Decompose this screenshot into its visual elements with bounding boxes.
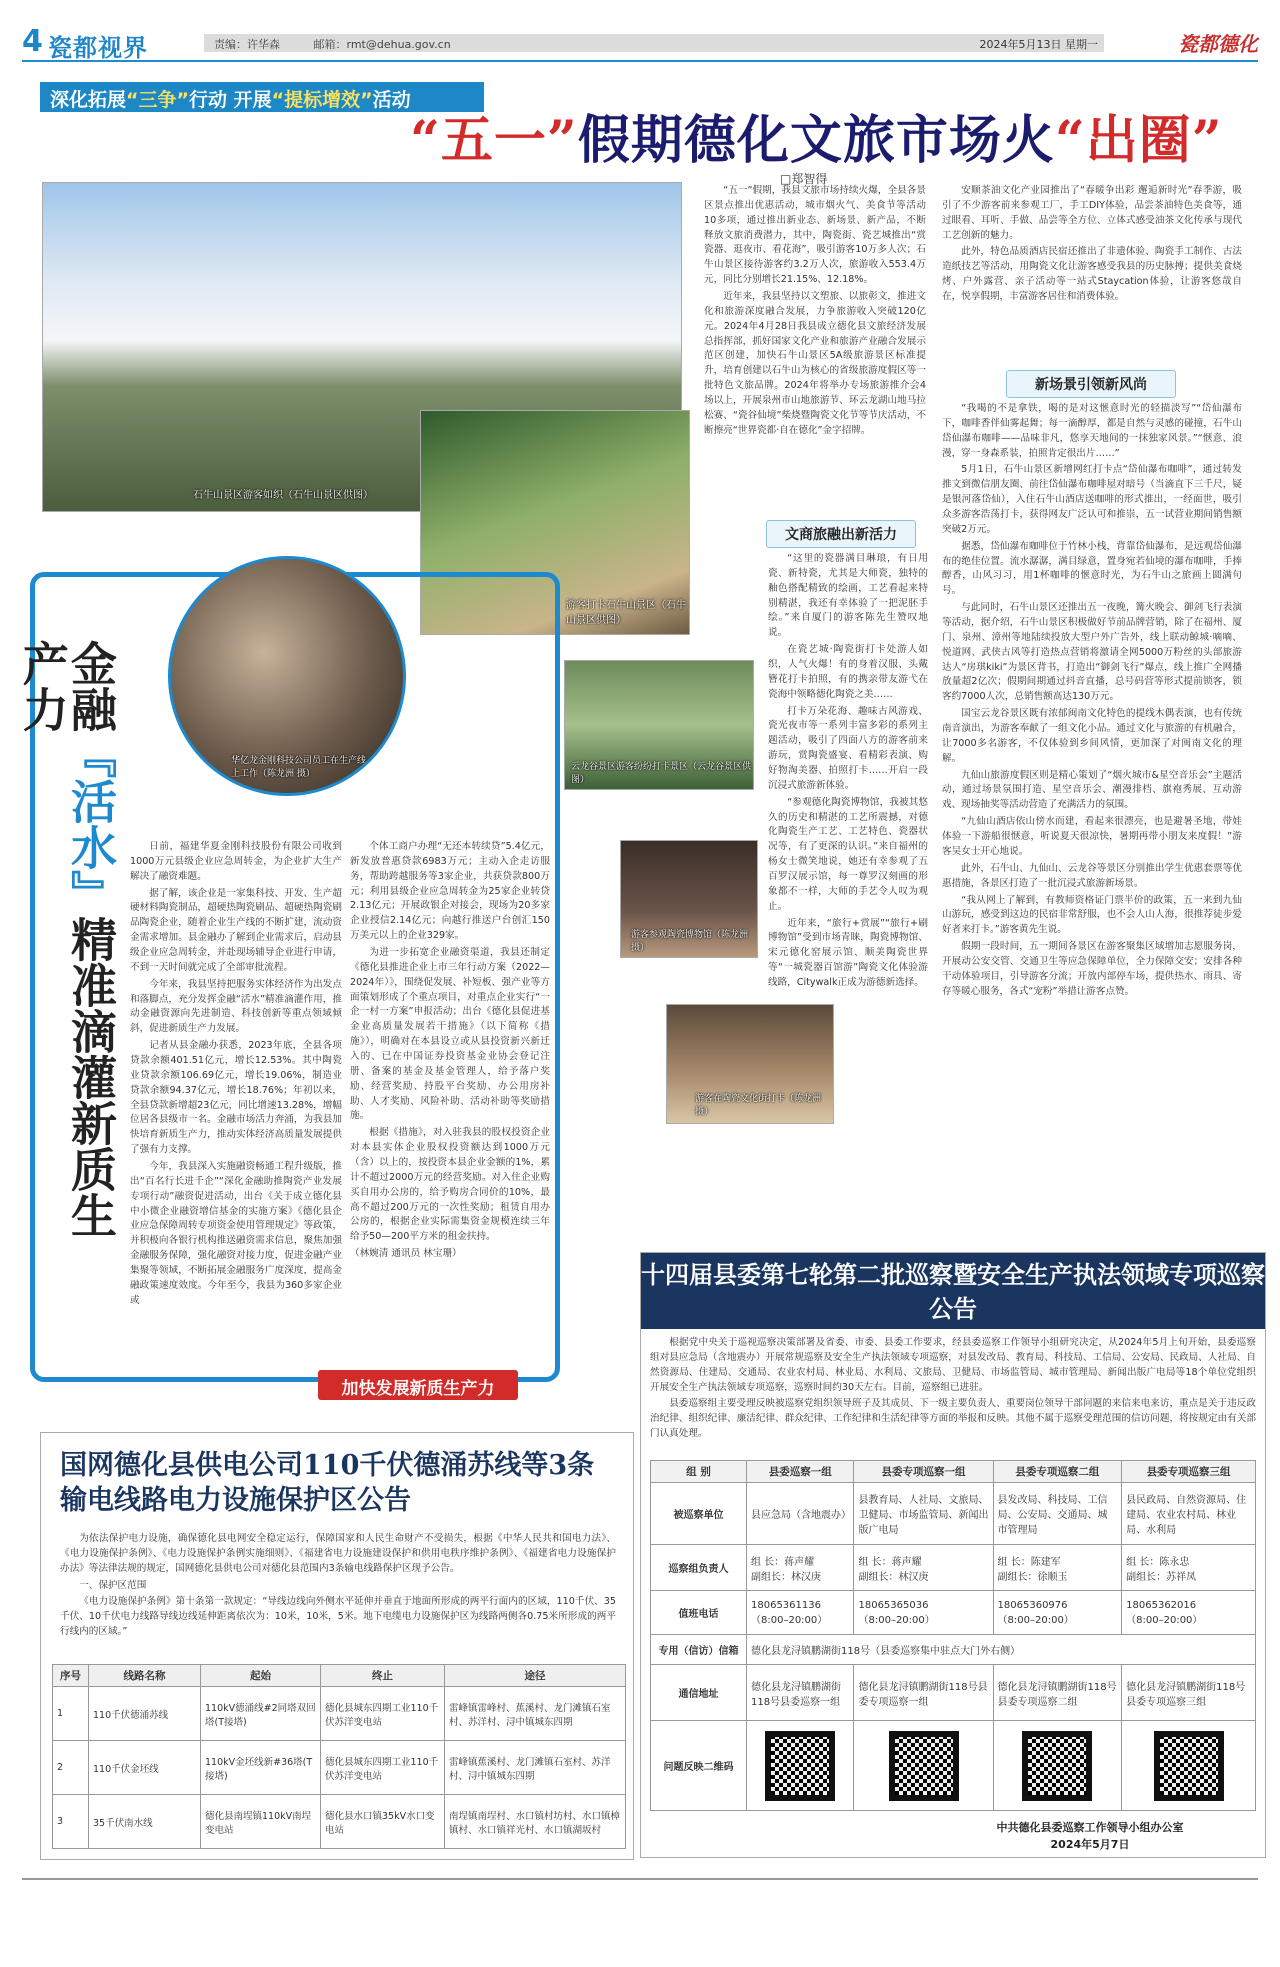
power-notice-title: 国网德化县供电公司110千伏德涌苏线等3条输电线路电力设施保护区公告 — [60, 1450, 595, 1517]
finance-column-2 — [350, 840, 550, 1360]
table-cell: 110kV金坯线新#36塔(T接塔) — [201, 1741, 321, 1795]
headline — [410, 98, 1230, 170]
editor-bar — [204, 34, 1104, 52]
table-row — [651, 1591, 1256, 1635]
tourism-column-1 — [704, 184, 926, 514]
table-cell: 县发改局、科技局、工信局、公安局、交通局、城市管理局 — [993, 1483, 1122, 1545]
paragraph: 此外，石牛山、九仙山、云龙谷等景区分别推出学生优惠套票等优惠措施，各景区打造了一批沉浸式旅游新场景。 — [942, 862, 1242, 889]
table-header: 县委专项巡察三组 — [1122, 1461, 1256, 1483]
page-number: 4 — [22, 24, 43, 59]
banner-highlight: “三争” — [126, 89, 189, 111]
editor-email: 邮箱：rmt@dehua.gov.cn — [313, 38, 451, 51]
table-cell: 110千伏金坯线 — [89, 1741, 201, 1795]
table-cell: 18065361136 （8:00–20:00） — [747, 1591, 854, 1635]
tourism-column-4 — [942, 402, 1242, 1244]
headline-text: 精准滴灌新质生产力 — [15, 640, 118, 1238]
table-cell: 德化县龙浔镇鹏湖街118号（县委巡察集中驻点大门外右侧） — [747, 1635, 1256, 1665]
issue-date: 2024年5月13日 星期一 — [979, 38, 1098, 51]
table-row — [53, 1741, 626, 1795]
subhead-culture-commerce: 文商旅融出新活力 — [766, 520, 916, 548]
table-header: 途径 — [445, 1665, 626, 1687]
banner-text: 行动 开展 — [189, 89, 272, 111]
table-cell: 被巡察单位 — [651, 1483, 747, 1545]
paragraph: 与此同时，石牛山景区还推出五一夜晚，篝火晚会、御剑飞行表演等活动，据介绍，石牛山景区积极做好节前品牌营销，除了在福州、厦门、泉州、漳州等地陆续投放大型户外广告外，线上联动鲸城·嘀嘀、悦道网、武侠古风等打造热点营销将激请全网5000万粉丝的头部旅游达人“房琪kiki”为景区背书，打造出“御剑飞行”爆点，线上推广全网播放量超2亿次；假期间期通过抖音直播，总号码营等形式提前锁客，锁客约7000人次，总销售额高达130万元。 — [942, 602, 1242, 703]
paragraph: 在瓷艺城·陶瓷街打卡处游人如织，人气火爆！有的身着汉服、头戴簪花打卡拍照，有的携亲带友游弋在瓷海中领略德化陶瓷之美…… — [768, 644, 928, 700]
headline-highlight: 『活水』 — [64, 732, 118, 916]
table-cell: 德化县龙浔镇鹏湖街118号县委巡察一组 — [747, 1665, 854, 1721]
banner-highlight: “提标增效” — [271, 89, 373, 111]
qr-code-icon[interactable] — [1022, 1731, 1092, 1801]
section-heading: 一、保护区范围 — [79, 1579, 147, 1591]
photo-factory-worker — [168, 556, 406, 796]
table-cell: 35千伏南水线 — [89, 1795, 201, 1849]
paragraph: 九仙山旅游度假区则是精心策划了“烟火城市&星空音乐会”主题活动，通过场景氛围打造、星空音乐会、潮漫排档、旗袍秀展、互动游戏、现场抽奖等活动营造了充满活力的氛围。 — [942, 769, 1242, 811]
qr-cell — [747, 1721, 854, 1811]
paragraph: 近年来，“旅行+赏展”“旅行+刷博物馆”受到市场青睐，陶瓷博物馆、宋元德化窑展示馆、顺美陶瓷世界等“一城瓷器百馆游”陶瓷文化体验游线路，Citywalk正成为游德新选择。 — [768, 917, 928, 989]
finance-column-1 — [130, 840, 342, 1376]
paragraph: 为依法保护电力设施，确保德化县电网安全稳定运行，保障国家和人民生命财产不受损失，根据《中华人民共和国电力法》、《电力设施保护条例》、《电力设施保护条例实施细则》、《福建省电力设施建设保护和供用电秩序维护条例》、《福建省电力设施保护办法》等法律法规的规定，国网德化县供电公司对德化县范围内3条输电线路保护区现予公告。 — [60, 1533, 616, 1574]
photo-caption: 华亿龙金刚科技公司员工在生产线上工作（陈龙洲 摄） — [231, 756, 367, 779]
headline-text: 假期德化文旅市场火 — [577, 110, 1055, 171]
table-header-row — [53, 1665, 626, 1687]
photo-caption: 游客在陶瓷文化街打卡（陈龙洲 摄） — [695, 1094, 822, 1117]
table-row — [651, 1635, 1256, 1665]
headline-quote: “出圈” — [1054, 110, 1223, 171]
finance-headline — [15, 640, 118, 1260]
table-header: 县委专项巡察一组 — [854, 1461, 993, 1483]
table-row — [651, 1721, 1256, 1811]
headline-text: 金融 — [64, 640, 118, 732]
paragraph: “我喝的不是拿铁，喝的是对这惬意时光的轻描淡写”“岱仙瀑布下，咖啡香伴仙雾起舞；每一滴醇厚，都是自然与灵感的碰撞，石牛山岱仙瀑布咖啡——品味非凡，悠享天地间的一抹独家风景。”“惬意、浪漫，穿一身森系装，拍照肯定很出片……” — [942, 403, 1242, 459]
photo-museum — [620, 840, 758, 958]
photo-valley-scenic — [564, 660, 754, 790]
banner-text: 活动 — [372, 89, 411, 111]
table-cell: 德化县龙浔镇鹏湖街118号县委专项巡察一组 — [854, 1665, 993, 1721]
paragraph: 打卡万朵花海、趣味古风游戏、瓷光夜市等一系列丰富多彩的系列主题活动，吸引了四面八方的游客前来游玩，赏陶瓷盛宴、看精彩表演、购好物淘美器、拍照打卡……开启一段沉浸式旅游新体验。 — [768, 705, 928, 791]
table-cell: 德化县南埕镇110kV南埕变电站 — [201, 1795, 321, 1849]
photo-caption: 石牛山景区游客如织（石牛山景区供图） — [193, 490, 373, 501]
paragraph: 今年，我县深入实施融资畅通工程升级版，推出“百名行长进千企”“深化金融助推陶瓷产业发展专项行动”融资促进活动，出台《关于成立德化县中小微企业融资增信基金的实施方案》《德化县企业应急保障周转专项资金使用管理规定》等政策，并积极向各银行机构推送融资需求信息，聚焦加强金融服务保障，强化融资对接力度，促进金融产业集聚等领域，不断拓展金融服务广度深度，提高金融政策速度效度。今年至今，我县为360多家企业或 — [130, 1161, 342, 1306]
paragraph: 假期一段时间，五一期间各景区在游客聚集区域增加志愿服务岗，开展动公安交管、交通卫生等应急保障单位，全力保障交安；安排各种干动体验项目，引导游客分流；开放内部停车场，提供热水、雨具、寄存等暖心服务，各式“宠粉”举措让游客点赞。 — [942, 941, 1242, 997]
table-header: 线路名称 — [89, 1665, 201, 1687]
banner-text: 深化拓展 — [50, 89, 127, 111]
table-header: 终止 — [321, 1665, 445, 1687]
paragraph: 据悉，岱仙瀑布咖啡位于竹林小栈，背靠岱仙瀑布，是远观岱仙瀑布的绝佳位置。流水潺潺，满目绿意，置身宛若仙境的瀑布咖啡，手捧醇香，山风习习，用1杯咖啡的惬意时光，为石牛山之旅画上圆满句号。 — [942, 540, 1242, 597]
paragraph: “这里的瓷器满目琳琅，有日用瓷、新特瓷，尤其是大师瓷，独特的釉色搭配精致的绘画，工艺看起来特别精湛，我还有幸体验了一把泥胚手绘。”来自厦门的游客陈先生赞叹地说。 — [768, 553, 928, 639]
photo-caption: 游客参观陶瓷博物馆（陈龙洲 摄） — [631, 930, 749, 953]
table-cell: 县教育局、人社局、文旅局、卫健局、市场监管局、新闻出版广电局 — [854, 1483, 993, 1545]
table-cell: 1 — [53, 1687, 89, 1741]
table-header: 组 别 — [651, 1461, 747, 1483]
photo-caption: 云龙谷景区游客纷纷打卡景区（云龙谷景区供图） — [571, 762, 752, 785]
paragraph: 5月1日，石牛山景区新增网红打卡点“岱仙瀑布咖啡”，通过转发推文到微信朋友圈、前往岱仙瀑布咖啡屋对暗号（当滴直下三千尺，疑是银河落岱仙），入住石牛山酒店送咖啡的形式推出，一经面世，吸引众多游客浩荡打卡，获得网友广泛认可和推崇，五一试营业期间销售额突破2万元。 — [942, 464, 1242, 535]
tourism-column-3 — [942, 184, 1242, 364]
byline: □郑智得 — [780, 172, 828, 186]
table-cell: 德化县城东四期工业110千伏苏洋变电站 — [321, 1741, 445, 1795]
table-cell: 组 长：陈永忠 副组长：苏祥凤 — [1122, 1545, 1256, 1591]
table-row — [651, 1545, 1256, 1591]
table-cell: 组 长：陈建军 副组长：徐顺玉 — [993, 1545, 1122, 1591]
patrol-signature — [930, 1820, 1250, 1853]
signature-text: 中共德化县委巡察工作领导小组办公室 — [996, 1821, 1184, 1834]
paragraph: 据了解，该企业是一家集科技、开发、生产超硬材料陶瓷制品，超硬热陶瓷刷品、超硬热陶瓷刷品陶瓷企业，随着企业生产线的不断扩建，流动资金需求增加。县金融办了解到企业需求后，启动县级企业应急周转金，并赴现场辅导企业进行申请，不到一天时间就完成了全部审批流程。 — [130, 887, 342, 973]
table-cell: 县民政局、自然资源局、住建局、农业农村局、林业局、水利局 — [1122, 1483, 1256, 1545]
qr-cell — [854, 1721, 993, 1811]
qr-cell — [993, 1721, 1122, 1811]
table-cell: 县应急局（含地震办） — [747, 1483, 854, 1545]
qr-code-icon[interactable] — [1154, 1731, 1224, 1801]
masthead — [22, 24, 1258, 62]
table-cell: 2 — [53, 1741, 89, 1795]
subhead-new-scenes: 新场景引领新风尚 — [1006, 370, 1176, 398]
qr-code-icon[interactable] — [765, 1731, 835, 1801]
qr-code-icon[interactable] — [889, 1731, 959, 1801]
paragraph: 此外，特色品质酒店民宿还推出了非遗体验、陶瓷手工制作、古法造纸技艺等活动，用陶瓷文化让游客感受我县的历史脉搏；提供美食烧烤、户外露营、亲子活动等一站式Staycation体验，让游客悠哉自在，悦享假期，丰富游客居住和消费体验。 — [942, 246, 1242, 303]
power-notice-body — [60, 1532, 616, 1648]
page-bottom-rule — [22, 1878, 1258, 1880]
photo-caption: 游客打卡石牛山景区（石牛山景区供图） — [566, 600, 686, 626]
table-cell: 18065365036 （8:00–20:00） — [854, 1591, 993, 1635]
table-cell: 组 长：蒋声耀 副组长：林汉庚 — [747, 1545, 854, 1591]
table-cell: 雷峰镇蕉溪村、龙门滩镇石室村、苏洋村、浔中镇城东四期 — [445, 1741, 626, 1795]
table-cell: 巡察组负责人 — [651, 1545, 747, 1591]
paragraph: “我从网上了解到，有教师资格证门票半价的政策，五一来到九仙山游玩，感受到这边的民宿非常舒服，也不会人山人海，很推荐徒步爱好者来打卡。”游客黄先生说。 — [942, 894, 1242, 936]
table-header: 起始 — [201, 1665, 321, 1687]
table-cell: 3 — [53, 1795, 89, 1849]
headline-quote: “五一” — [410, 110, 578, 171]
table-cell: 雷峰镇雷峰村、蕉溪村、龙门滩镇石室村、苏洋村、浔中镇城东四期 — [445, 1687, 626, 1741]
power-table-wrap — [52, 1664, 626, 1849]
table-row — [53, 1795, 626, 1849]
paragraph: 《电力设施保护条例》第十条第一款规定：“导线边线向外侧水平延伸并垂直于地面所形成的两平行面内的区域，110千伏、35千伏、10千伏电力线路导线边线延伸距离依次为：10米，10米，5米。地下电缆电力设施保护区为线路两侧各0.75米所形成的两平行线内的区域。” — [60, 1596, 616, 1638]
table-header-row — [651, 1461, 1256, 1483]
paragraph: 国宝云龙谷景区既有浓郁闽南文化特色的提线木偶表演，也有传统南音演出，为游客奉献了一组文化小品。通过文化与旅游的有机融合，让7000多名游客，不仅体验到乡间风情，更加深了对闽南文化的理解。 — [942, 708, 1242, 764]
patrol-notice-title: 十四届县委第七轮第二批巡察暨安全生产执法领域专项巡察公告 — [641, 1253, 1265, 1329]
table-cell: 德化县龙浔镇鹏湖街118号县委专项巡察二组 — [993, 1665, 1122, 1721]
patrol-table — [650, 1460, 1256, 1811]
tourism-column-2 — [768, 552, 928, 1252]
table-row — [651, 1483, 1256, 1545]
table-cell: 值班电话 — [651, 1591, 747, 1635]
signature-date: 2024年5月7日 — [1050, 1837, 1130, 1851]
paragraph: “参观德化陶瓷博物馆，我被其悠久的历史和精湛的工艺所震撼，对德化陶瓷生产工艺、工艺特色、瓷器状况等，有了更深的认识。”来自福州的杨女士微笑地说，她还有幸参观了五百罗汉展示馆，每一尊罗汉刻画的形象都不一样，大师的手艺令人叹为观止。 — [768, 796, 928, 912]
table-row — [651, 1665, 1256, 1721]
table-cell: 通信地址 — [651, 1665, 747, 1721]
qr-cell — [1122, 1721, 1256, 1811]
table-cell: 问题反映二维码 — [651, 1721, 747, 1811]
table-cell: 南埕镇南埕村、水口镇村坊村、水口镇樟镇村、水口镇祥光村、水口镇湖坂村 — [445, 1795, 626, 1849]
table-header: 县委专项巡察二组 — [993, 1461, 1122, 1483]
table-cell: 110千伏德涌苏线 — [89, 1687, 201, 1741]
paragraph: 为进一步拓宽企业融资渠道，我县还制定《德化县推进企业上市三年行动方案（2022—2024年）》，围绕促发展、补短板、强产业等方面策划形成了个重点项目，对重点企业实行“一企一村一方案”申报活动；出台《德化县促进基金业高质量发展若干措施》（以下简称《措施》），明确对在本县设立或从县投资新兴新迁入的、已在中国证券投资基金业协会登记注册、备案的基金及基金管理人，给予落户奖励、经营奖励、持股平台奖励、办公用房补助、人才奖励、风险补助、活动补助等奖励措施。 — [350, 947, 550, 1122]
paper-logo: 瓷都德化 — [1178, 32, 1258, 56]
table-row — [53, 1687, 626, 1741]
table-header: 县委巡察一组 — [747, 1461, 854, 1483]
power-table — [52, 1664, 626, 1849]
table-cell: 18065362016 （8:00–20:00） — [1122, 1591, 1256, 1635]
table-cell: 德化县龙浔镇鹏湖街118号县委专项巡察三组 — [1122, 1665, 1256, 1721]
table-cell: 德化县城东四期工业110千伏苏洋变电站 — [321, 1687, 445, 1741]
paragraph: 近年来，我县坚持以文塑旅、以旅彰文，推进文化和旅游深度融合发展，力争旅游收入突破120亿元。2024年4月28日我县成立德化县文旅经济发展总指挥部，抓好国家文化产业和旅游产业融合发展示范区创建，加快石牛山景区5A级旅游景区标准提升，培育创建以石牛山为核心的省级旅游度假区等一批特色文旅品牌。2024年将举办专场旅游推介会4场以上，开展泉州市山地旅游节、环云龙湖山地马拉松赛、“瓷谷仙境”柴烧暨陶瓷文化节等节庆活动，不断擦亮“世界瓷都·自在德化”金字招牌。 — [704, 291, 926, 436]
paragraph: 记者从县金融办获悉，2023年底，全县各项贷款余额401.51亿元，增长12.53%。其中陶瓷业贷款余额106.69亿元，增长19.06%，制造业贷款余额94.37亿元，增长18.76%；年初以来，全县贷款新增超23亿元，同比增速13.28%，增幅位居各县级市一名。金融市场活力奔涌，为我县加快培育新质生产力，推动实体经济高质量发展提供了强有力支撑。 — [130, 1040, 342, 1156]
paragraph: 根据党中央关于巡视巡察决策部署及省委、市委、县委工作要求，经县委巡察工作领导小组研究决定，从2024年5月上旬开始，县委巡察组对县应急局（含地震办）开展常规巡察及安全生产执法领域专项巡察，对县发改局、教育局、科技局、工信局、公安局、民政局、人社局、自然资源局、住建局、交通局、农业农村局、林业局、水利局、文旅局、卫健局、市场监管局、城市管理局、新闻出版广电局等18个单位党组织开展安全生产执法领域专项巡察，巡察时间约30天左右。目前，巡察组已进驻。 — [650, 1337, 1256, 1393]
patrol-table-wrap — [650, 1460, 1256, 1811]
paragraph: 个体工商户办理“无还本转续贷”5.4亿元，新发放普惠贷款6983万元；主动入企走访服务，帮助跨越服务等3家企业，共获贷款800万元；利用县级企业应急周转金为25家企业转贷2.13亿元；开展政银企对接会，现场为20多家企业授信2.14亿元；向越行推送户台创汇150万美元以上的企业329家。 — [350, 841, 550, 942]
author-credit: （林婉清 通讯员 林宝珊） — [350, 1248, 462, 1260]
table-cell: 德化县水口镇35kV水口变电站 — [321, 1795, 445, 1849]
table-cell: 组 长：蒋声耀 副组长：林汉庚 — [854, 1545, 993, 1591]
patrol-notice-body — [650, 1336, 1256, 1454]
section-name: 瓷都视界 — [48, 34, 148, 62]
paragraph: “五一”假期，我县文旅市场持续火爆，全县各景区景点推出优惠活动，城市烟火气、美食节等活动10多项，通过推出新业态、新场景、新产品，不断释放文旅消费潜力，其中，陶瓷街、瓷艺城推出“赏瓷器、逛夜市、看花海”，吸引游客10万多人次；石牛山景区接待游客约3.2万人次，旅游收入553.4万元，同比分别增长21.15%、12.18%。 — [704, 185, 926, 286]
table-cell: 110kV德涌线#2同塔双回塔(T接塔) — [201, 1687, 321, 1741]
paragraph: 安顺茶油文化产业园推出了“春暖争出彩 邂逅新时光”春季游，吸引了不少游客前来参观工厂，手工DIY体验，品尝茶油特色美食等，通过眼看、耳听、手做、品尝等全方位、立体式感受油茶文化传承与现代工艺创新的魅力。 — [942, 185, 1242, 241]
growth-badge: 加快发展新质生产力 — [318, 1370, 518, 1400]
editor-name: 责编：许华森 — [214, 38, 280, 51]
paragraph: “九仙山酒店依山傍水而建，看起来很漂亮，也是避暑圣地，带娃体验一下游船很惬意，听说夏天很凉快，暑期再带小朋友来度假！”游客吴女士开心地说。 — [942, 816, 1242, 857]
table-header: 序号 — [53, 1665, 89, 1687]
paragraph: 根据《措施》，对入驻我县的股权投资企业对本县实体企业股权投资额达到1000万元（含）以上的，按投资本县企业金额的1%，累计不超过2000万元的经营奖励。对入住企业购买自用办公房的，给予购房合同价的10%，最高不超过200万元的一次性奖励；租赁自用办公房的，根据企业实际需集资金规模连续三年给予50—200平方米的租金扶持。 — [350, 1127, 550, 1243]
table-cell: 专用（信访）信箱 — [651, 1635, 747, 1665]
paragraph: 日前，福建华夏金刚科技股份有限公司收到1000万元县级企业应急周转金，为企业扩大生产解决了融资难题。 — [130, 841, 342, 882]
paragraph: 今年来，我县坚持把服务实体经济作为出发点和落脚点，充分发挥金融“活水”精准滴灌作用，推动金融资源向先进制造、科技创新等重点领域倾斜，促进新质生产力发展。 — [130, 978, 342, 1035]
table-cell: 18065360976 （8:00–20:00） — [993, 1591, 1122, 1635]
paragraph: 县委巡察组主要受理反映被巡察党组织领导班子及其成员、下一级主要负责人、重要岗位领导干部问题的来信来电来访，重点是关于违反政治纪律、组织纪律、廉洁纪律、群众纪律、工作纪律和生活纪律等方面的举报和反映。其他不属于巡察受理范围的信访问题，将按规定由有关部门认真处理。 — [650, 1398, 1256, 1440]
